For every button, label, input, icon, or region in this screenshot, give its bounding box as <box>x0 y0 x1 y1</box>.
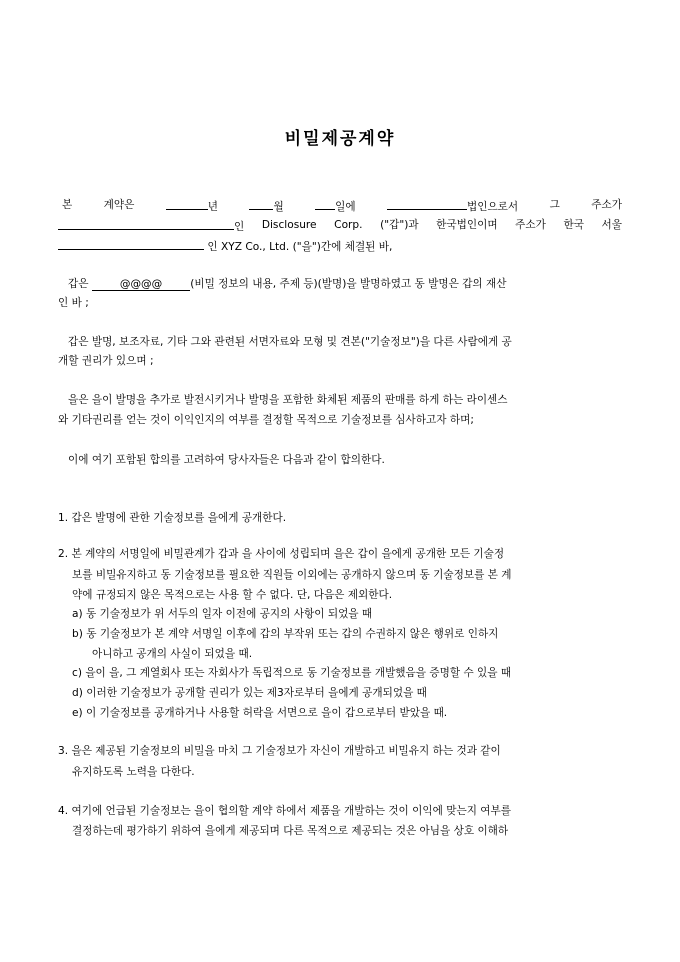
blank-year <box>166 198 208 210</box>
blank-month <box>249 198 273 210</box>
clause-2-item-c: c) 을이 을, 그 계열회사 또는 자회사가 독립적으로 동 기술정보를 개발했음을 증명할 수 있을 때 <box>72 667 512 679</box>
clause-4-line-1: 4. 여기에 언급된 기술정보는 을이 협의할 계약 하에서 제품을 개발하는 것이 이익에 맞는지 여부를 <box>58 805 511 817</box>
blank-day <box>315 198 335 210</box>
clause-2-line-2: 보를 비밀유지하고 동 기술정보를 필요한 직원들 이외에는 공개하지 않으며 동 기술정보를 본 계 <box>72 569 512 581</box>
clause-4-line-2: 결정하는데 평가하기 위하여 을에게 제공되며 다른 목적으로 제공되는 것은 아님을 상호 이해하 <box>72 825 509 837</box>
preamble-line-2: 인 Disclosure Corp. ("갑")과 한국법인이며 주소가 한국 서울 <box>58 218 622 234</box>
whereas-1-line-1: 갑은 @@@@ (비밀 정보의 내용, 주제 등)(발명)을 발명하였고 동 발명은 갑의 재산 <box>68 278 507 290</box>
whereas-3-line-2: 와 기타권리를 얻는 것이 이익인지의 여부를 결정할 목적으로 기술정보를 심사하고자 하며; <box>58 414 474 426</box>
clause-2-line-3: 약에 규정되지 않은 목적으로는 사용 할 수 없다. 단, 다음은 제외한다. <box>72 589 393 601</box>
invention-name: @@@@ <box>92 278 190 291</box>
clause-2-item-e: e) 이 기술정보를 공개하거나 사용할 허락을 서면으로 을이 갑으로부터 받았을 때. <box>72 707 448 719</box>
clause-2-item-b-line-2: 아니하고 공개의 사실이 되었을 때. <box>92 648 253 660</box>
whereas-2-line-1: 갑은 발명, 보조자료, 기타 그와 관련된 서면자료와 모형 및 견본("기술정보")을 다른 사람에게 공 <box>68 336 512 348</box>
preamble-line-1: 본 계약은 년 월 일에 법인으로서 그 주소가 <box>62 199 622 213</box>
document-title: 비밀제공계약 <box>284 129 396 149</box>
clause-3-line-2: 유지하도록 노력을 다한다. <box>72 766 195 778</box>
blank-recipient-address <box>58 238 204 250</box>
whereas-3-line-1: 을은 을이 발명을 추가로 발전시키거나 발명을 포함한 화체된 제품의 판매를 하게 하는 라이센스 <box>68 394 508 406</box>
clause-1: 1. 갑은 발명에 관한 기술정보를 을에게 공개한다. <box>58 512 287 524</box>
clause-2-item-b-line-1: b) 동 기술정보가 본 계약 서명일 이후에 갑의 부작위 또는 갑의 수권하지 않은 행위로 인하지 <box>72 628 499 640</box>
clause-2-item-a: a) 동 기술정보가 위 서두의 일자 이전에 공지의 사항이 되었을 때 <box>72 608 373 620</box>
clause-2-line-1: 2. 본 계약의 서명일에 비밀관계가 갑과 을 사이에 성립되며 을은 갑이 을에게 공개한 모든 기술정 <box>58 548 505 560</box>
whereas-2-line-2: 개할 권리가 있으며 ; <box>58 355 154 367</box>
preamble-line-3: 인 XYZ Co., Ltd. ("을")간에 체결된 바, <box>58 238 392 254</box>
blank-discloser-country <box>387 198 467 210</box>
clause-3-line-1: 3. 을은 제공된 기술정보의 비밀을 마치 그 기술정보가 자신이 개발하고 비밀유지 하는 것과 같이 <box>58 745 501 757</box>
agreement-statement: 이에 여기 포함된 합의를 고려하여 당사자들은 다음과 같이 합의한다. <box>68 454 385 466</box>
blank-discloser-address <box>58 218 234 230</box>
clause-2-item-d: d) 이러한 기술정보가 공개할 권리가 있는 제3자로부터 을에게 공개되었을 때 <box>72 687 427 699</box>
whereas-1-line-2: 인 바 ; <box>58 297 89 309</box>
